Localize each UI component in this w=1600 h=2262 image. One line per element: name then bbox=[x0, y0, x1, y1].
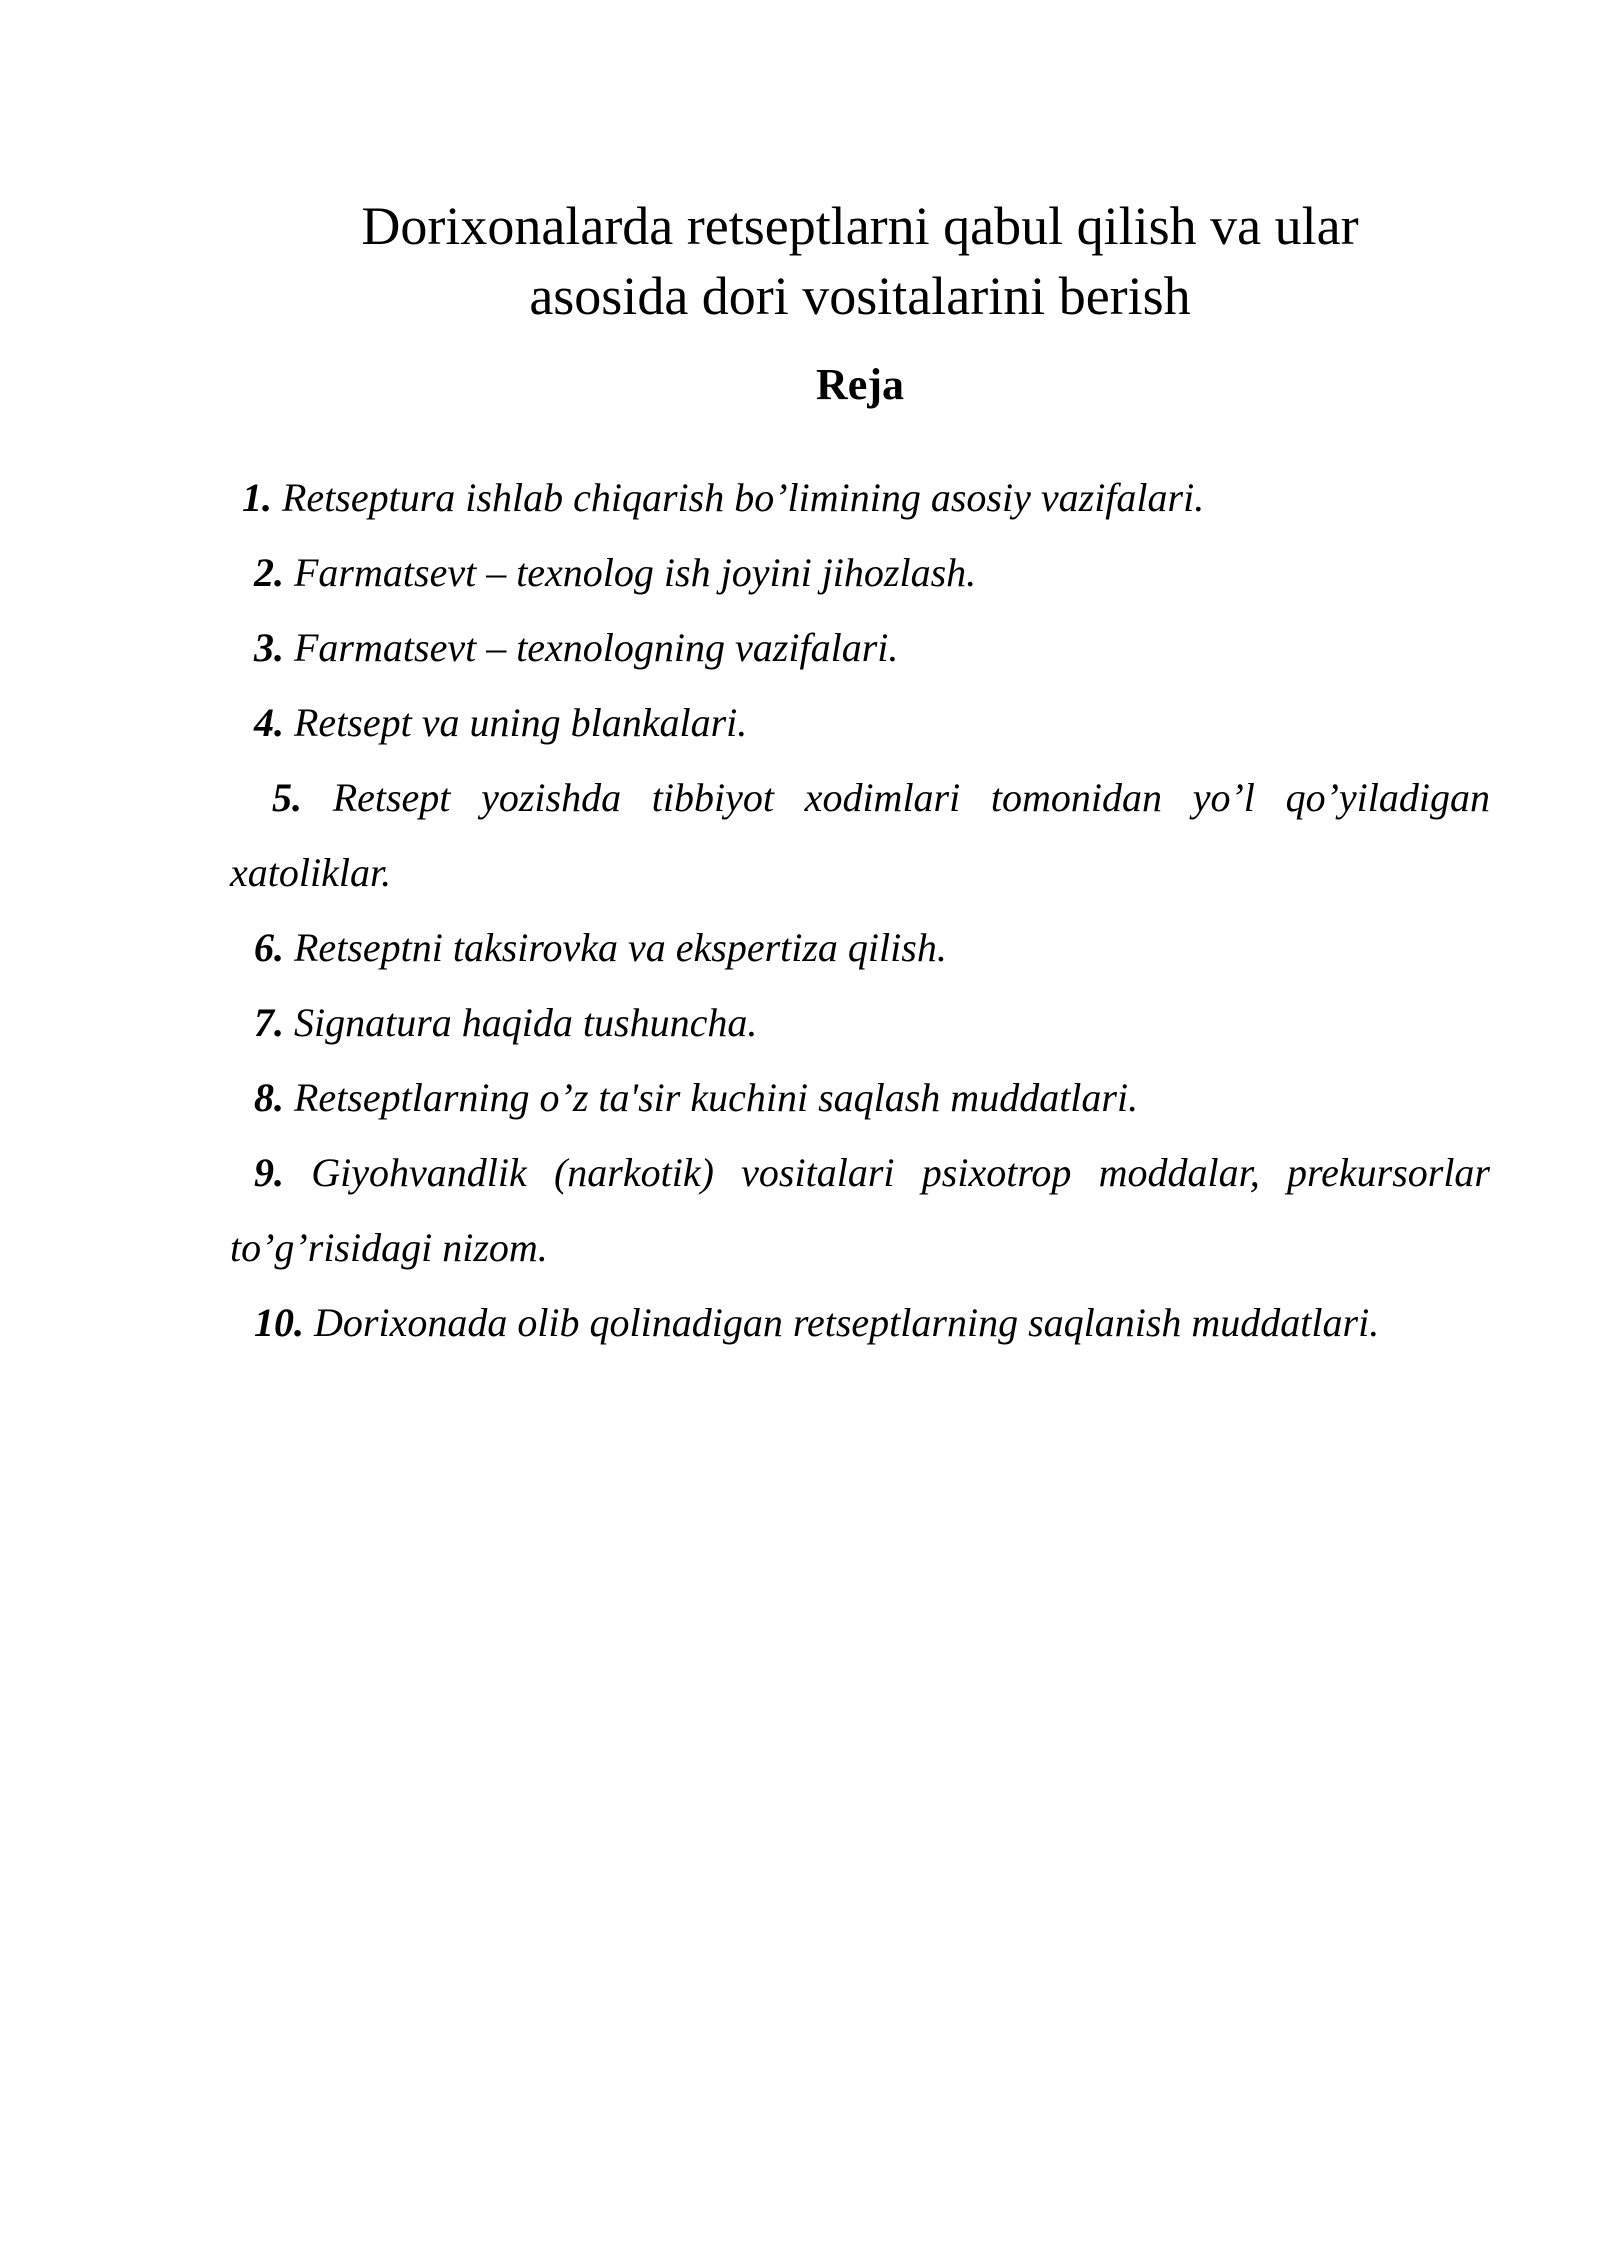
plan-item-5 bbox=[230, 760, 1490, 910]
plan-item-text: Signatura haqida tushuncha. bbox=[294, 1000, 758, 1045]
plan-item-text: Farmatsevt – texnolog ish joyini jihozlash. bbox=[294, 550, 977, 595]
plan-item-text: Dorixonada olib qolinadigan retseptlarning saqlanish muddatlari. bbox=[314, 1300, 1380, 1345]
plan-item-4 bbox=[230, 685, 1490, 760]
plan-item-number: 10. bbox=[254, 1300, 304, 1345]
document-title-line-1: Dorixonalarda retseptlarni qabul qilish va ular bbox=[361, 196, 1359, 257]
plan-item-number: 7. bbox=[254, 1000, 284, 1045]
plan-item-6 bbox=[230, 910, 1490, 985]
plan-item-number: 2. bbox=[254, 550, 284, 595]
plan-item-text: Retseptura ishlab chiqarish bo’limining asosiy vazifalari. bbox=[282, 475, 1205, 520]
plan-item-number: 4. bbox=[254, 700, 284, 745]
plan-item-10 bbox=[230, 1285, 1490, 1360]
plan-item-number: 6. bbox=[254, 925, 284, 970]
plan-item-number: 9. bbox=[254, 1150, 284, 1195]
plan-item-2 bbox=[230, 535, 1490, 610]
plan-item-number: 1. bbox=[242, 475, 272, 520]
plan-item-9 bbox=[230, 1135, 1490, 1285]
plan-item-number: 3. bbox=[254, 625, 284, 670]
plan-item-text: Retseptlarning o’z ta'sir kuchini saqlash muddatlari. bbox=[294, 1075, 1139, 1120]
plan-item-number: 8. bbox=[254, 1075, 284, 1120]
plan-heading: Reja bbox=[816, 360, 904, 409]
document-title-line-2: asosida dori vositalarini berish bbox=[529, 266, 1191, 327]
document-title bbox=[230, 191, 1490, 331]
plan-item-3 bbox=[230, 610, 1490, 685]
plan-list bbox=[230, 460, 1490, 1360]
plan-item-8 bbox=[230, 1060, 1490, 1135]
plan-item-text: Retsept yozishda tibbiyot xodimlari tomonidan yo’l qo’yiladigan xatoliklar. bbox=[230, 775, 1491, 895]
plan-item-text: Retseptni taksirovka va ekspertiza qilish. bbox=[294, 925, 947, 970]
plan-item-text: Giyohvandlik (narkotik) vositalari psixotrop moddalar, prekursorlar to’g’risidagi nizom. bbox=[230, 1150, 1490, 1270]
plan-item-text: Retsept va uning blankalari. bbox=[294, 700, 748, 745]
plan-item-1 bbox=[230, 460, 1490, 535]
plan-item-number: 5. bbox=[272, 775, 302, 820]
plan-item-7 bbox=[230, 985, 1490, 1060]
plan-item-text: Farmatsevt – texnologning vazifalari. bbox=[294, 625, 899, 670]
